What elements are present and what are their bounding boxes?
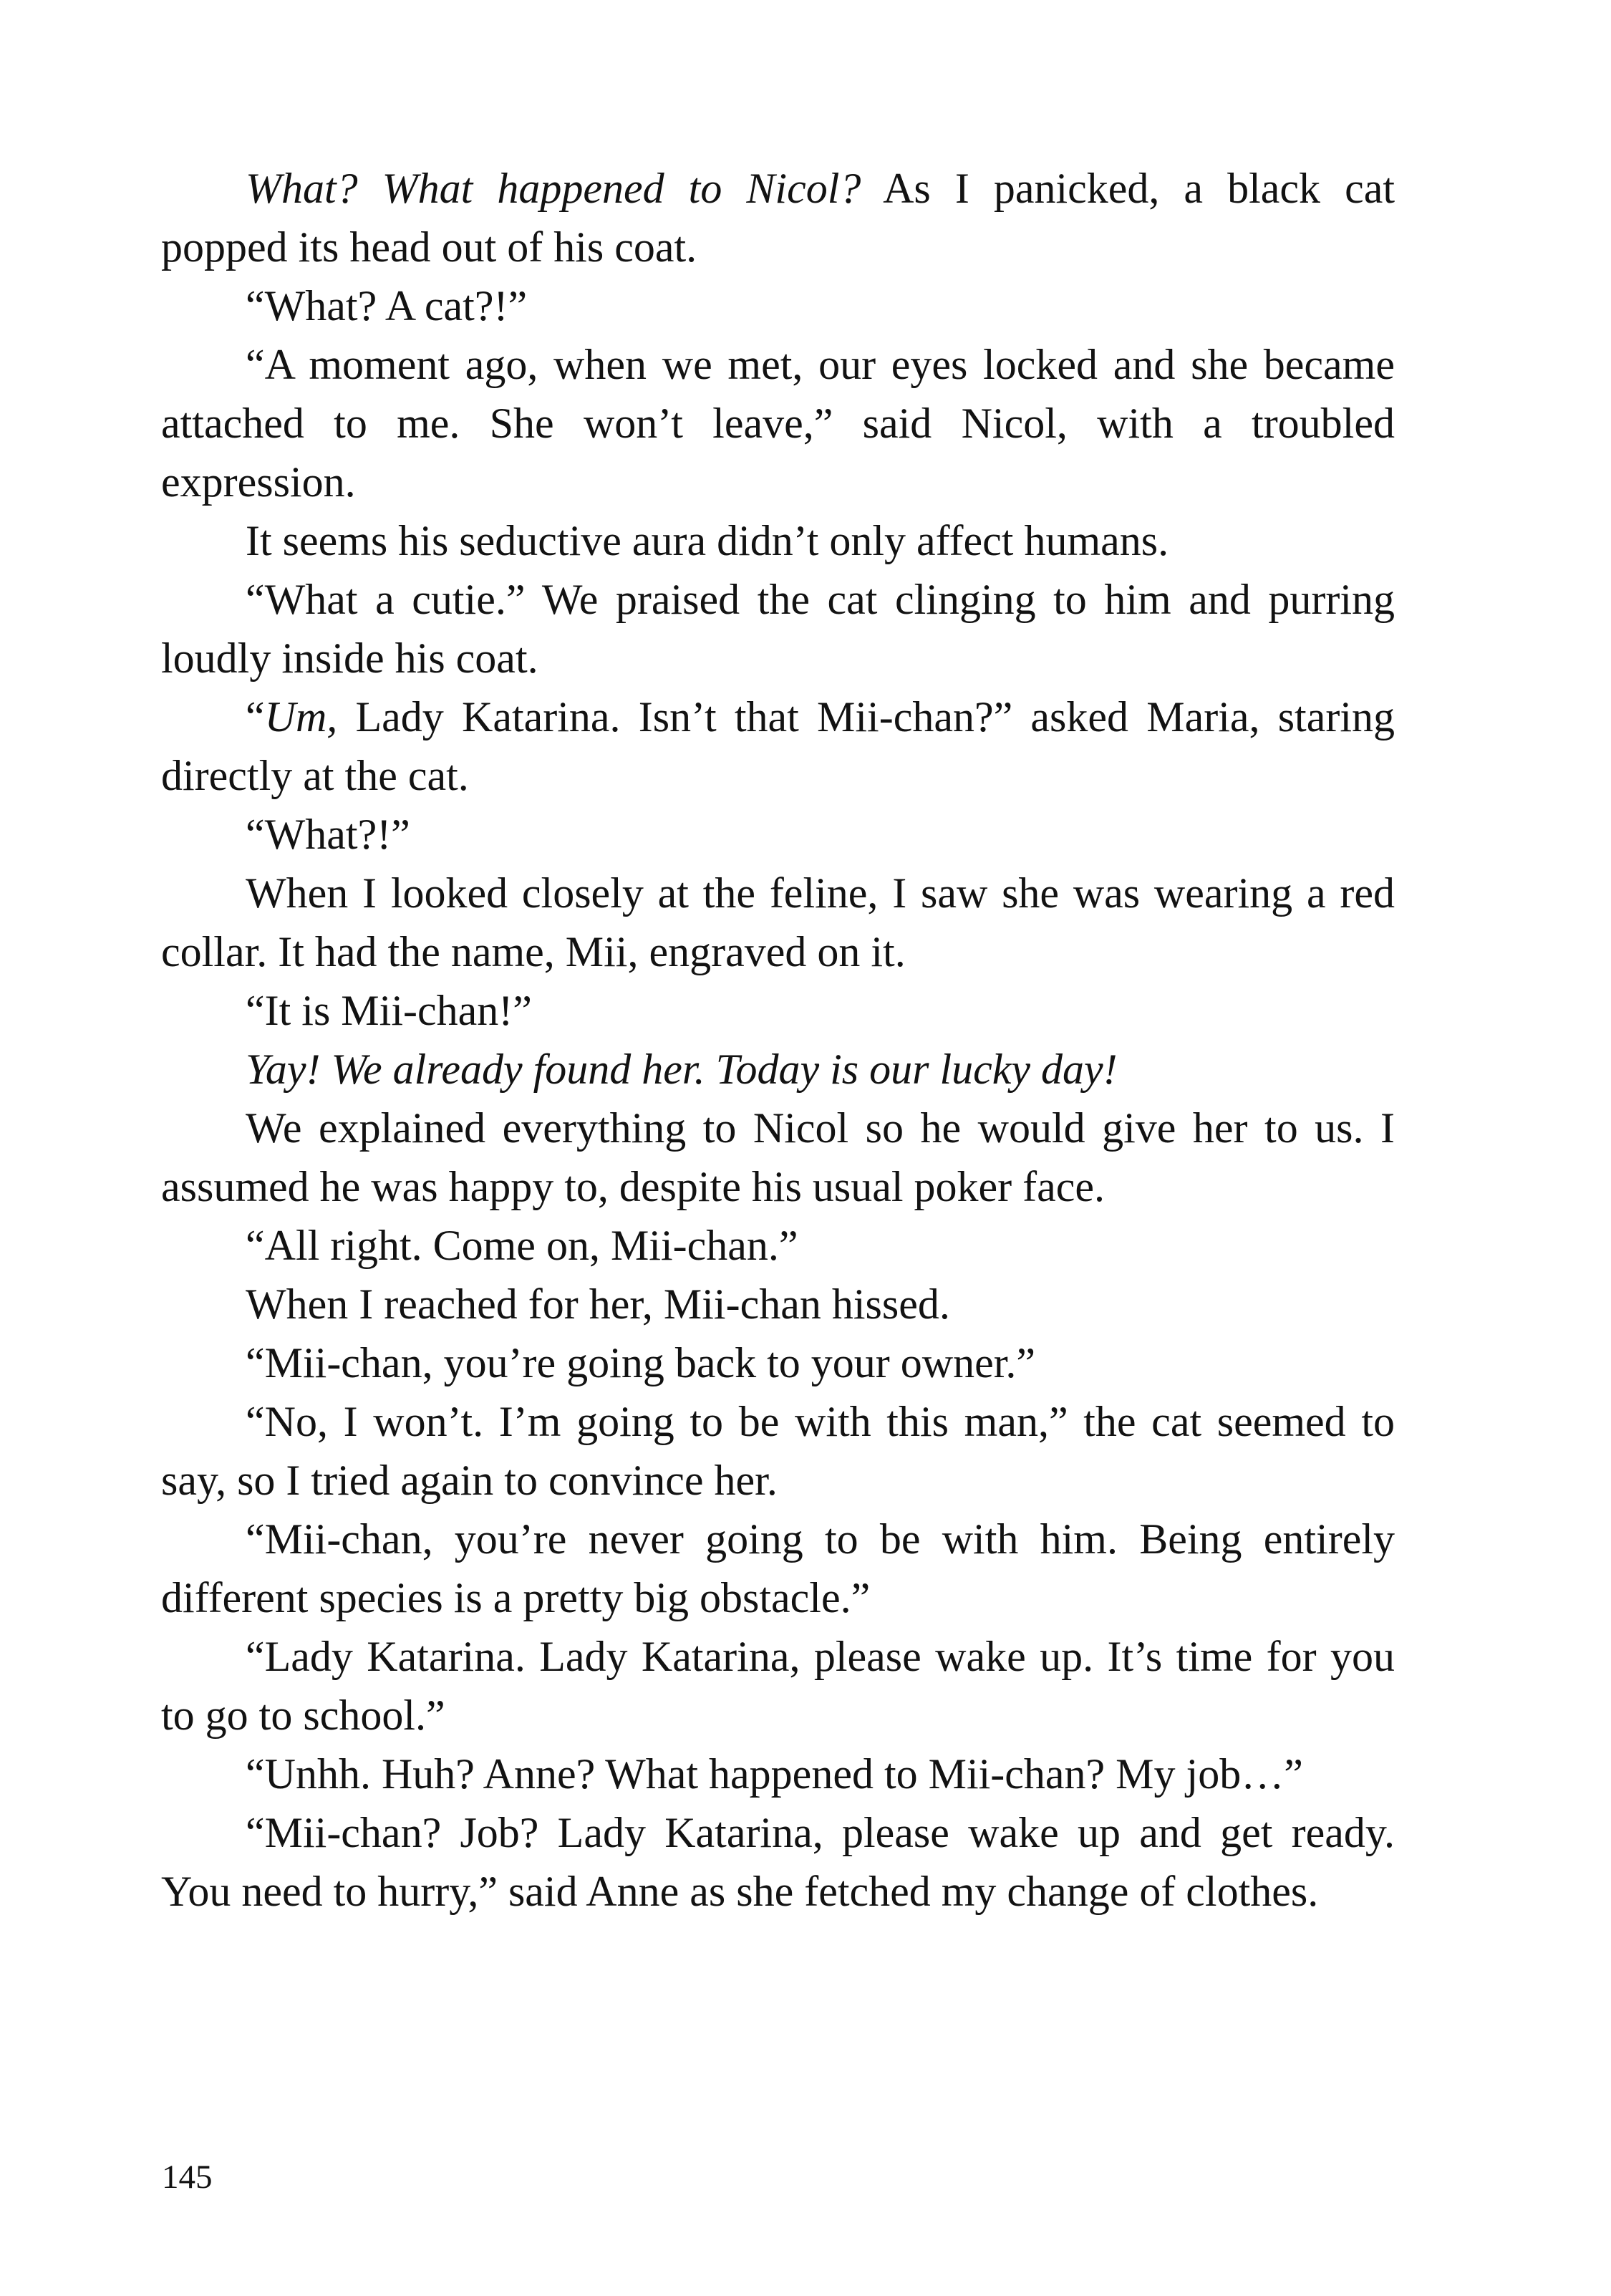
paragraph [161,1216,1395,1275]
text-run: “What?!” [246,811,410,858]
page-text [161,159,1395,1921]
paragraph [161,1745,1395,1803]
paragraph [161,688,1395,805]
text-run: “What a cutie.” We praised the cat clinging to him and purring loudly inside his coat. [161,576,1395,682]
paragraph [161,1510,1395,1627]
paragraph [161,159,1395,276]
paragraph [161,1099,1395,1216]
paragraph [161,1333,1395,1392]
paragraph [161,335,1395,511]
text-run-italic: Yay! We already found her. Today is our lucky day! [246,1046,1118,1093]
paragraph [161,276,1395,335]
paragraph [161,1627,1395,1745]
text-run: “Mii-chan, you’re never going to be with him. Being entirely different species is a pretty big obstacle.” [161,1515,1395,1621]
text-run: “ [246,693,265,741]
text-run: “No, I won’t. I’m going to be with this man,” the cat seemed to say, so I tried again to convince her. [161,1398,1395,1504]
paragraph [161,981,1395,1040]
text-run: As I panicked, a black cat popped its head out of his coat. [161,165,1395,271]
text-run: When I reached for her, Mii-chan hissed. [246,1280,950,1328]
text-run: “Unhh. Huh? Anne? What happened to Mii-chan? My job…” [246,1750,1303,1798]
text-run: We explained everything to Nicol so he would give her to us. I assumed he was happy to, despite his usual poker face. [161,1104,1395,1210]
text-run: When I looked closely at the feline, I saw she was wearing a red collar. It had the name, Mii, engraved on it. [161,869,1395,975]
paragraph [161,1040,1395,1099]
paragraph [161,1275,1395,1333]
text-run: Lady Katarina. Isn’t that Mii-chan?” asked Maria, staring directly at the cat. [161,693,1395,799]
paragraph [161,1803,1395,1921]
text-run: “It is Mii-chan!” [246,987,532,1034]
text-run-italic: Um, [264,693,338,741]
page-number: 145 [162,2158,213,2196]
text-run: “All right. Come on, Mii-chan.” [246,1222,798,1269]
paragraph [161,805,1395,864]
text-run-italic: What? What happened to Nicol? [246,165,861,212]
text-run: “A moment ago, when we met, our eyes locked and she became attached to me. She won’t leave,” said Nicol, with a troubled expression. [161,341,1395,506]
text-run: “Mii-chan? Job? Lady Katarina, please wake up and get ready. You need to hurry,” said Anne as she fetched my change of clothes. [161,1809,1395,1915]
paragraph [161,511,1395,570]
text-run: It seems his seductive aura didn’t only affect humans. [246,517,1169,564]
paragraph [161,1392,1395,1510]
text-run: “Lady Katarina. Lady Katarina, please wake up. It’s time for you to go to school.” [161,1633,1395,1739]
paragraph [161,570,1395,688]
paragraph [161,864,1395,981]
text-run: “Mii-chan, you’re going back to your owner.” [246,1339,1035,1386]
text-run: “What? A cat?!” [246,282,528,329]
